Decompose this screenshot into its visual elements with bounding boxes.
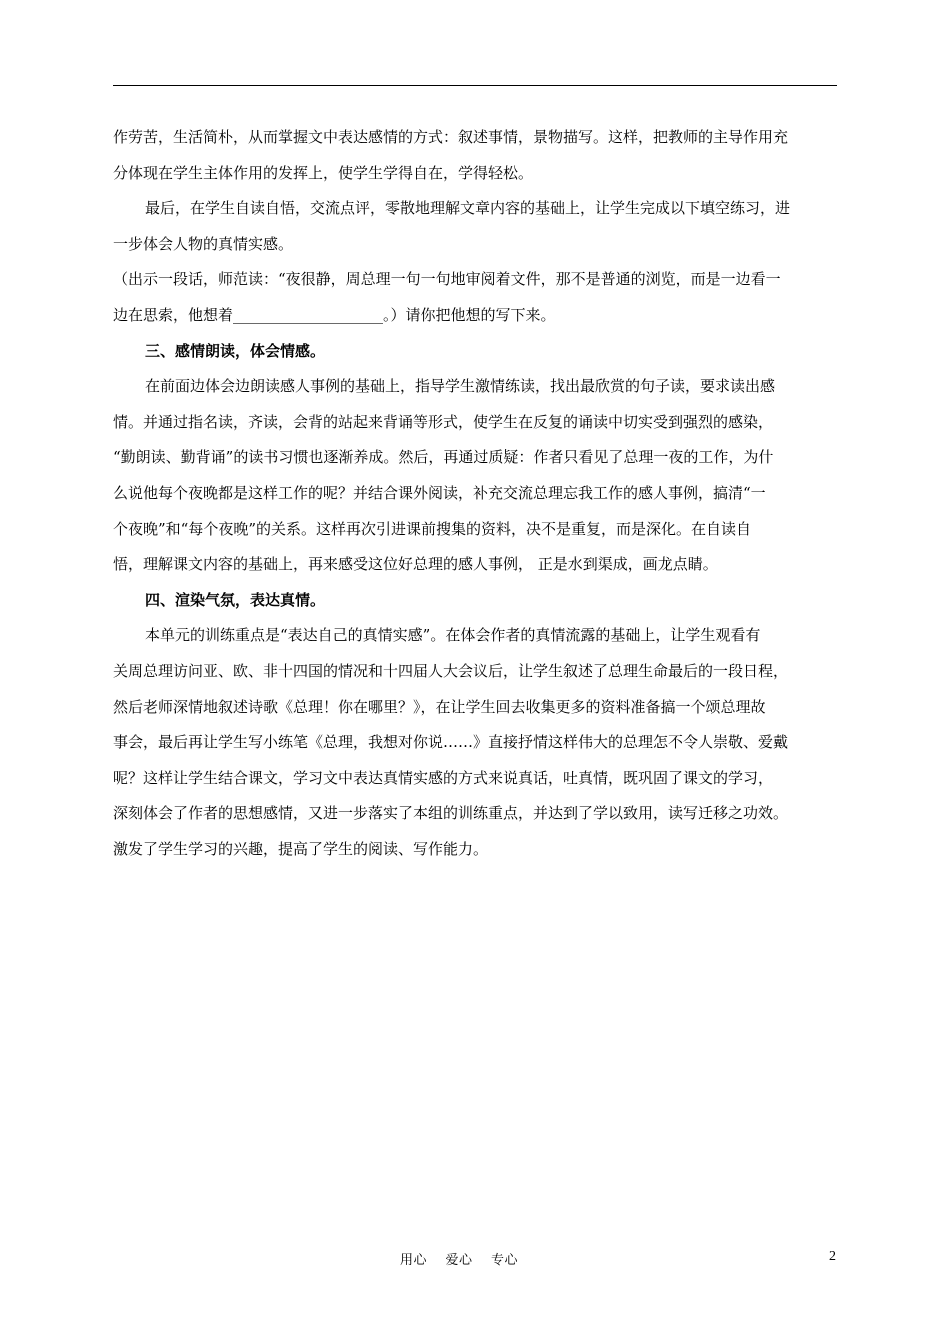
paragraph-line: 最后，在学生自读自悟，交流点评，零散地理解文章内容的基础上，让学生完成以下填空练习，进	[145, 199, 791, 218]
paragraph-line: 么说他每个夜晚都是这样工作的呢？并结合课外阅读，补充交流总理忘我工作的感人事例，搞清“一	[113, 483, 766, 502]
paragraph-line: 呢？这样让学生结合课文，学习文中表达真情实感的方式来说真话，吐真情，既巩固了课文的学习，	[113, 768, 774, 787]
paragraph-line: 然后老师深情地叙述诗歌《总理！你在哪里？》，在让学生回去收集更多的资料准备搞一个颂总理故	[113, 697, 766, 716]
paragraph-line: 个夜晚”和“每个夜晚”的关系。这样再次引进课前搜集的资料，决不是重复，而是深化。在自读自	[113, 519, 752, 538]
section-heading: 四、渲染气氛，表达真情。	[145, 590, 326, 609]
paragraph-line: “勤朗读、勤背诵”的读书习惯也逐渐养成。然后，再通过质疑：作者只看见了总理一夜的工作，为什	[113, 448, 774, 467]
paragraph-line: 边在思索，他想着____________________。）请你把他想的写下来。	[113, 305, 556, 324]
paragraph-line: 作劳苦，生活简朴，从而掌握文中表达感情的方式：叙述事情，景物描写。这样，把教师的主导作用充	[113, 128, 789, 146]
paragraph-line: 事会，最后再让学生写小练笔《总理，我想对你说……》直接抒情这样伟大的总理怎不令人崇敬、爱戴	[113, 733, 789, 752]
document-body	[113, 120, 837, 867]
footer-motto: 用心 爱心 专心	[400, 1253, 519, 1268]
page-number: 2	[829, 1249, 836, 1264]
paragraph-line: 分体现在学生主体作用的发挥上，使学生学得自在，学得轻松。	[113, 163, 534, 182]
header-rule	[113, 85, 837, 86]
paragraph-line: 本单元的训练重点是“表达自己的真情实感”。在体会作者的真情流露的基础上，让学生观看有	[145, 626, 761, 645]
paragraph-line: 在前面边体会边朗读感人事例的基础上，指导学生激情练读，找出最欣赏的句子读，要求读出感	[145, 377, 776, 396]
paragraph-line: 悟，理解课文内容的基础上，再来感受这位好总理的感人事例， 正是水到渠成，画龙点睛。	[113, 555, 718, 574]
section-heading: 三、感情朗读，体会情感。	[145, 341, 326, 360]
paragraph-line: 一步体会人物的真情实感。	[113, 234, 294, 253]
paragraph-line: 深刻体会了作者的思想感情，又进一步落实了本组的训练重点，并达到了学以致用，读写迁移之功效。	[113, 804, 789, 823]
paragraph-line: 情。并通过指名读，齐读，会背的站起来背诵等形式，使学生在反复的诵读中切实受到强烈的感染，	[113, 412, 774, 431]
paragraph-line: （出示一段话，师范读：“夜很静，周总理一句一句地审阅着文件，那不是普通的浏览，而是一边看一	[113, 270, 781, 289]
paragraph-line: 激发了学生学习的兴趣，提高了学生的阅读、写作能力。	[113, 839, 489, 858]
paragraph-line: 关周总理访问亚、欧、非十四国的情况和十四届人大会议后，让学生叙述了总理生命最后的一段日程，	[113, 661, 789, 680]
